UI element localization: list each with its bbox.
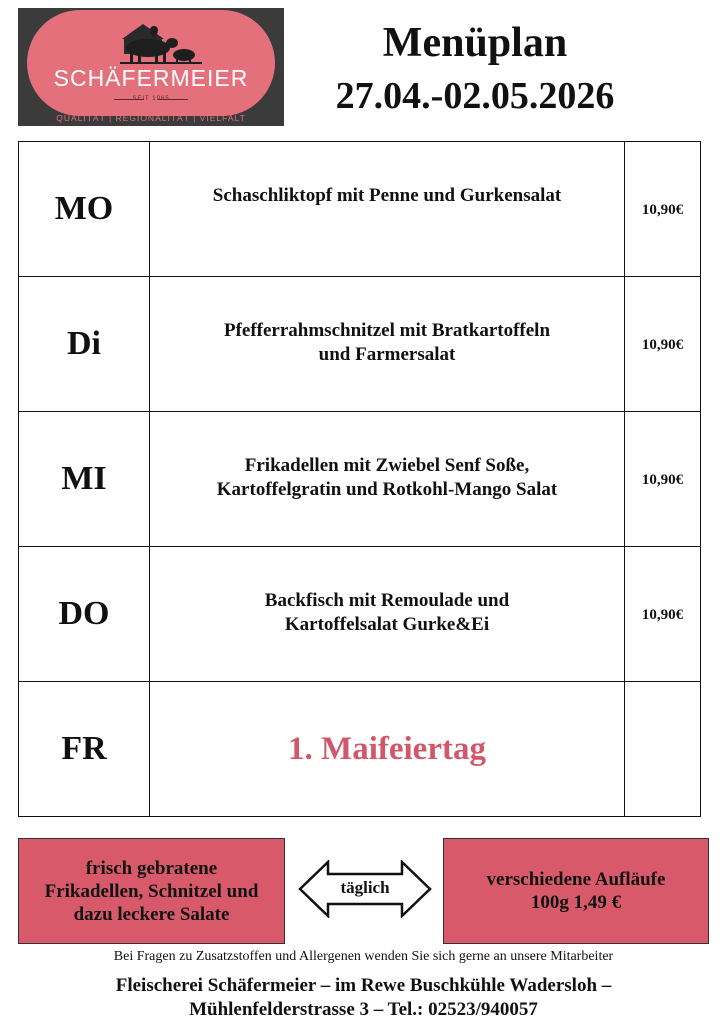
brand-logo xyxy=(18,8,284,126)
daily-label: täglich xyxy=(340,878,390,897)
footer-line: Mühlenfelderstrasse 3 – Tel.: 02523/940057 xyxy=(189,999,538,1020)
dish-price: 10,90€ xyxy=(625,547,701,682)
casseroles-box xyxy=(443,838,709,944)
menu-table xyxy=(18,141,701,817)
casseroles-line: verschiedene Aufläufe xyxy=(486,869,666,890)
dish-line: Pfefferrahmschnitzel mit Bratkartoffeln xyxy=(223,320,551,341)
dish-price: 10,90€ xyxy=(625,412,701,547)
dish-price: 10,90€ xyxy=(625,277,701,412)
dish-line: Kartoffelsalat Gurke&Ei xyxy=(284,614,490,635)
dish-description xyxy=(150,412,625,547)
dish-description xyxy=(150,277,625,412)
daily-specials-line: frisch gebratene xyxy=(85,857,218,879)
logo-since: SEIT 1965 xyxy=(132,96,170,102)
daily-specials-line: dazu leckere Salate xyxy=(73,903,230,925)
day-label: Di xyxy=(19,277,150,412)
logo-slogan: QUALITÄT | REGIONALITÄT | VIELFALT xyxy=(56,113,246,123)
day-label: FR xyxy=(19,682,150,817)
dish-line: Schaschliktopf mit Penne und Gurkensalat xyxy=(212,185,562,206)
footer-line: Fleischerei Schäfermeier – im Rewe Buschkühle Wadersloh – xyxy=(115,975,612,996)
date-range: 27.04.-02.05.2026 xyxy=(335,75,615,117)
dish-line: Frikadellen mit Zwiebel Senf Soße, xyxy=(244,455,530,476)
dish-description xyxy=(150,547,625,682)
day-label: MI xyxy=(19,412,150,547)
dish-line: Backfisch mit Remoulade und xyxy=(264,590,510,611)
dish-description xyxy=(150,142,625,277)
casseroles-line: 100g 1,49 € xyxy=(530,892,622,913)
menu-row-friday xyxy=(19,682,701,817)
day-label: MO xyxy=(19,142,150,277)
menu-row-wednesday xyxy=(19,412,701,547)
dish-price: 10,90€ xyxy=(625,142,701,277)
footer-address xyxy=(0,974,727,1022)
menu-row-tuesday xyxy=(19,277,701,412)
dish-line: Kartoffelgratin und Rotkohl-Mango Salat xyxy=(216,479,558,500)
menu-row-thursday xyxy=(19,547,701,682)
daily-specials-box xyxy=(18,838,285,944)
dish-price xyxy=(625,682,701,817)
day-label: DO xyxy=(19,547,150,682)
holiday-label: 1. Maifeiertag xyxy=(150,682,625,817)
dish-line: und Farmersalat xyxy=(318,344,456,365)
menu-row-monday xyxy=(19,142,701,277)
allergen-note: Bei Fragen zu Zusatzstoffen und Allergenen wenden Sie sich gerne an unsere Mitarbeiter xyxy=(113,949,614,964)
page-title: Menüplan xyxy=(382,20,568,66)
daily-specials-line: Frikadellen, Schnitzel und xyxy=(44,880,259,902)
logo-brand-name: SCHÄFERMEIER xyxy=(53,65,249,91)
